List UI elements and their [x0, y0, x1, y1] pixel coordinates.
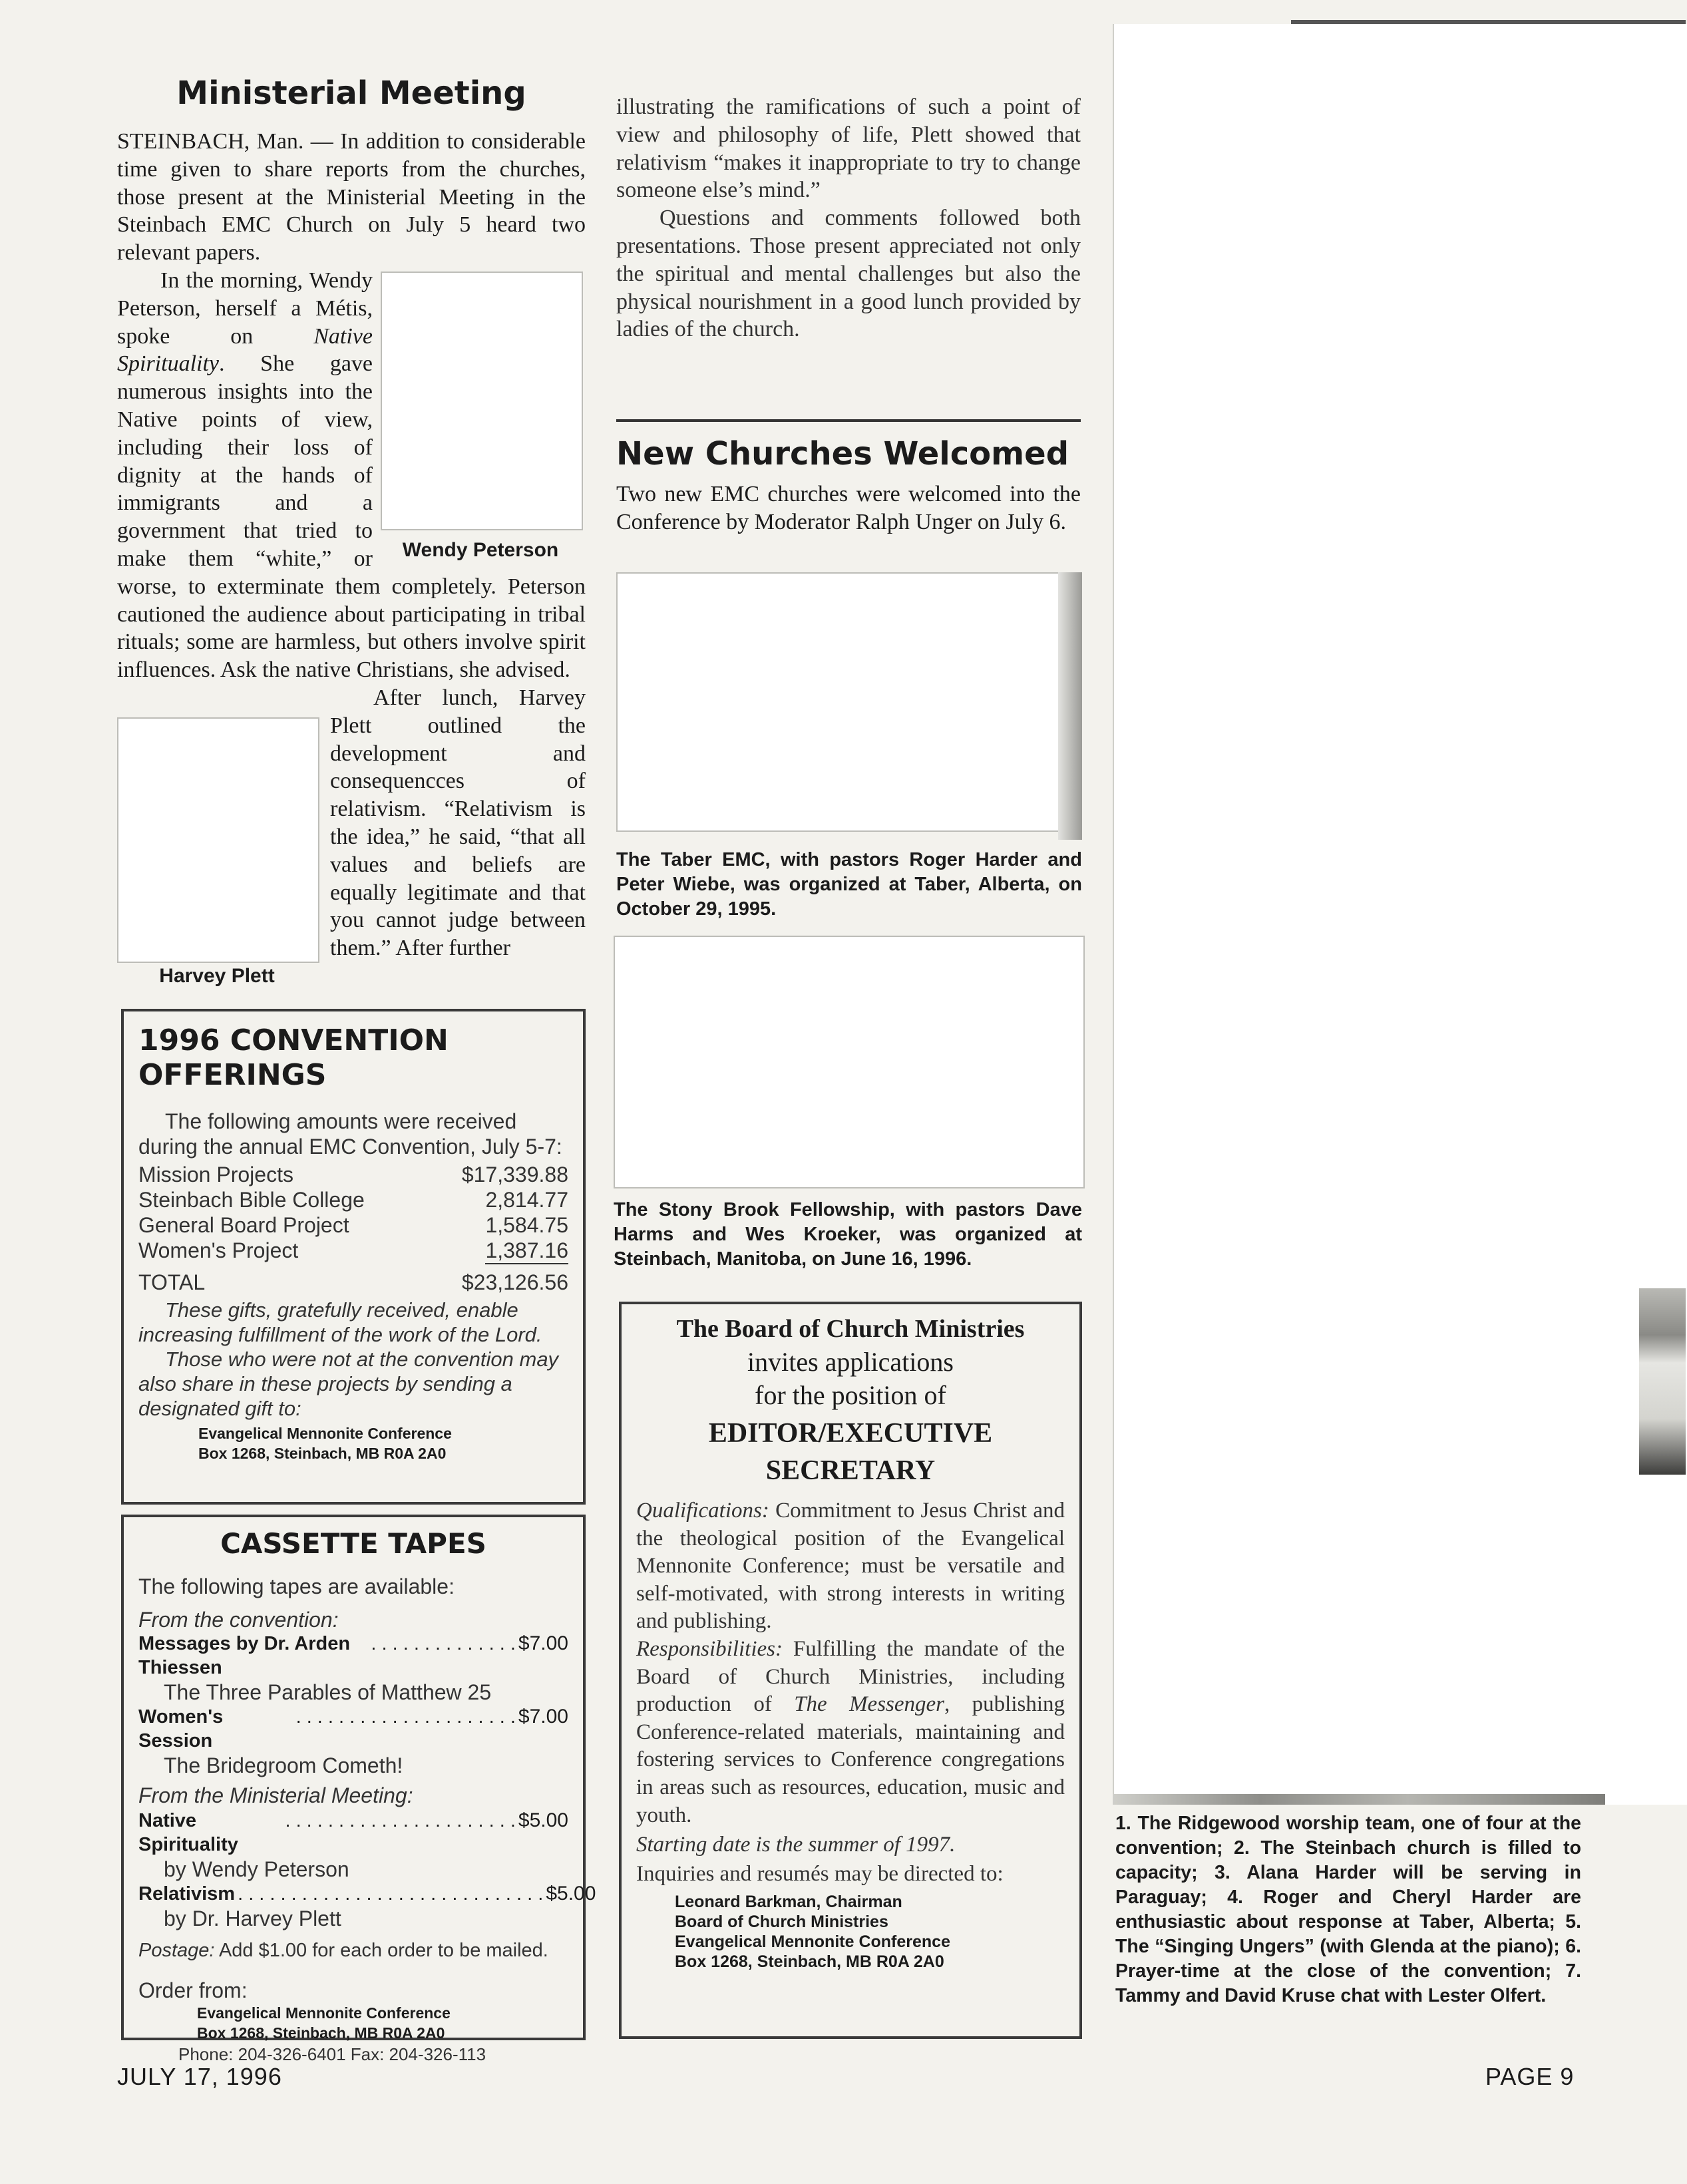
article-continued — [616, 93, 1081, 343]
offerings-note-2: Those who were not at the convention may also share in these projects by sending a designated gift to: — [138, 1348, 559, 1420]
tapes-postage: Postage: Add $1.00 for each order to be mailed. — [138, 1940, 548, 1961]
tape-item-4-sub: by Dr. Harvey Plett — [164, 1907, 341, 1930]
tape-item-1: Messages by Dr. Arden Thiessen . . . . . . . . . . . . . . $7.00 — [138, 1632, 568, 1678]
tape-item-2: Women's Session . . . . . . . . . . . . . . . . . . . . . $7.00 — [138, 1706, 568, 1751]
job-posting-box — [619, 1302, 1082, 2039]
job-position-title: EDITOR/EXECUTIVE SECRETARY — [708, 1418, 993, 1486]
caption-wendy-peterson: Wendy Peterson — [402, 539, 559, 561]
job-start-date: Starting date is the summer of 1997. — [636, 1833, 956, 1857]
photo-stony-brook — [614, 936, 1085, 1188]
job-qualifications: Qualifications: Commitment to Jesus Christ and the theological position of the Evangelical Mennonite Conference; must be versatile and self-motivated, with strong interests in writing and publishing. — [636, 1499, 1065, 1634]
tapes-order-from: Order from: — [138, 1978, 248, 2002]
article-title-new-churches: New Churches Welcomed — [616, 435, 1069, 472]
offering-row: Women's Project 1,387.16 — [138, 1238, 568, 1264]
new-churches-intro: Two new EMC churches were welcomed into the Conference by Moderator Ralph Unger on July 6. — [616, 482, 1081, 534]
job-responsibilities: Responsibilities: Fulfilling the mandate of the Board of Church Ministries, including production of The Messenger, publishing Conference-related materials, maintaining and fostering services to Conference congregations in areas such as resources, education, music and youth. — [636, 1636, 1065, 1827]
article-title-ministerial: Ministerial Meeting — [176, 75, 526, 112]
tape-item-2-sub: The Bridegroom Cometh! — [164, 1753, 403, 1777]
para-continued-1: illustrating the ramifications of such a point of view and philosophy of life, Plett showed that relativism “makes it inappropriate to try to change someone else’s mind.” — [616, 94, 1081, 203]
tapes-address: Evangelical Mennonite Conference Box 1268, Steinbach, MB R0A 2A0 — [197, 2004, 451, 2042]
tapes-group-1: From the convention: — [138, 1608, 339, 1632]
tapes-intro: The following tapes are available: — [138, 1574, 455, 1598]
para-3: After lunch, Harvey Plett outlined the development and consequencces of relativism. “Relativism is the idea,” he said, “that all values and beliefs are equally legitimate and that you cannot judge between them.” After further — [330, 685, 586, 961]
photo-edge-shadow — [1058, 572, 1082, 840]
offerings-table — [138, 1162, 568, 1295]
offerings-address: Evangelical Mennonite Conference Box 1268, Steinbach, MB R0A 2A0 — [198, 1425, 452, 1462]
offering-row: Steinbach Bible College 2,814.77 — [138, 1188, 568, 1212]
para-1: STEINBACH, Man. — In addition to considerable time given to share reports from the churches, those present at the Ministerial Meeting in the Steinbach EMC Church on July 5 heard two relevant papers. — [117, 129, 586, 266]
job-contact: Leonard Barkman, Chairman Board of Church Ministries Evangelical Mennonite Conference Box 1268, Steinbach, MB R0A 2A0 — [675, 1893, 950, 1972]
footer-page-number: PAGE 9 — [1485, 2063, 1575, 2090]
photo-taber-emc — [616, 572, 1059, 832]
article-para-intro — [117, 128, 586, 267]
caption-photo-collage: 1. The Ridgewood worship team, one of four at the convention; 2. The Steinbach church is filled to capacity; 3. Alana Harder will be serving in Paraguay; 4. Roger and Cheryl Harder are enthusiastic about response at Taber, Alberta; 5. The “Singing Ungers” (with Glenda at the piano); 6. Prayer-time at the close of the convention; 7. Tammy and David Kruse chat with Lester Olfert. — [1115, 1813, 1581, 2006]
article-para-2-3 — [117, 267, 586, 967]
para-continued-2: Questions and comments followed both presentations. Those present appreciated not only the spiritual and mental challenges but also the physical nourishment in a good lunch provided by ladies of the church. — [616, 206, 1081, 342]
offerings-box — [121, 1009, 586, 1505]
column-divider-rule — [616, 419, 1081, 422]
caption-taber-emc: The Taber EMC, with pastors Roger Harder and Peter Wiebe, was organized at Taber, Alberta, on October 29, 1995. — [616, 849, 1082, 920]
tape-item-4: Relativism . . . . . . . . . . . . . . . . . . . . . . . . . . . . . $5.00 — [138, 1883, 596, 1905]
offering-row: Mission Projects $17,339.88 — [138, 1163, 568, 1186]
offering-row: General Board Project 1,584.75 — [138, 1213, 568, 1237]
offerings-title: 1996 CONVENTION OFFERINGS — [138, 1023, 449, 1092]
job-board-heading: The Board of Church Ministries — [676, 1315, 1025, 1343]
para-2: In the morning, Wendy Peterson, herself a Métis, spoke on Native Spirituality. She gave numerous insights into the Native points of view, including their loss of dignity at the hands of immigrants and a government that tried to make them “white,” or worse, to exterminate them completely. Peterson cautioned the audience about participating in tribal rituals; some are harmless, but others involve spirit influences. Ask the native Christians, she advised. — [117, 268, 586, 683]
tape-item-3-sub: by Wendy Peterson — [164, 1857, 349, 1881]
job-line-position-of: for the position of — [755, 1380, 946, 1410]
photo-collage-area — [1113, 24, 1687, 1805]
photo-partial-person — [1639, 1288, 1686, 1475]
tapes-title: CASSETTE TAPES — [220, 1527, 486, 1560]
photo-collage-edge — [1113, 1794, 1605, 1805]
tapes-box — [121, 1515, 596, 2064]
offerings-note-1: These gifts, gratefully received, enable increasing fulfillment of the work of the Lord. — [138, 1298, 542, 1346]
job-line-invites: invites applications — [747, 1347, 954, 1377]
footer-date: JULY 17, 1996 — [117, 2063, 282, 2090]
job-inquiries: Inquiries and resumés may be directed to: — [636, 1862, 1004, 1887]
caption-harvey-plett: Harvey Plett — [159, 965, 275, 987]
tapes-group-2: From the Ministerial Meeting: — [138, 1783, 413, 1807]
tape-item-1-sub: The Three Parables of Matthew 25 — [164, 1680, 492, 1704]
caption-stony-brook: The Stony Brook Fellowship, with pastors Dave Harms and Wes Kroeker, was organized at Steinbach, Manitoba, on June 16, 1996. — [614, 1199, 1082, 1270]
tape-item-3: Native Spirituality . . . . . . . . . . . . . . . . . . . . . . $5.00 — [138, 1809, 568, 1855]
offering-total-row: TOTAL $23,126.56 — [138, 1270, 568, 1294]
tapes-phone: Phone: 204-326-6401 Fax: 204-326-113 — [178, 2044, 486, 2064]
offerings-intro: The following amounts were received during the annual EMC Convention, July 5-7: — [138, 1109, 562, 1159]
